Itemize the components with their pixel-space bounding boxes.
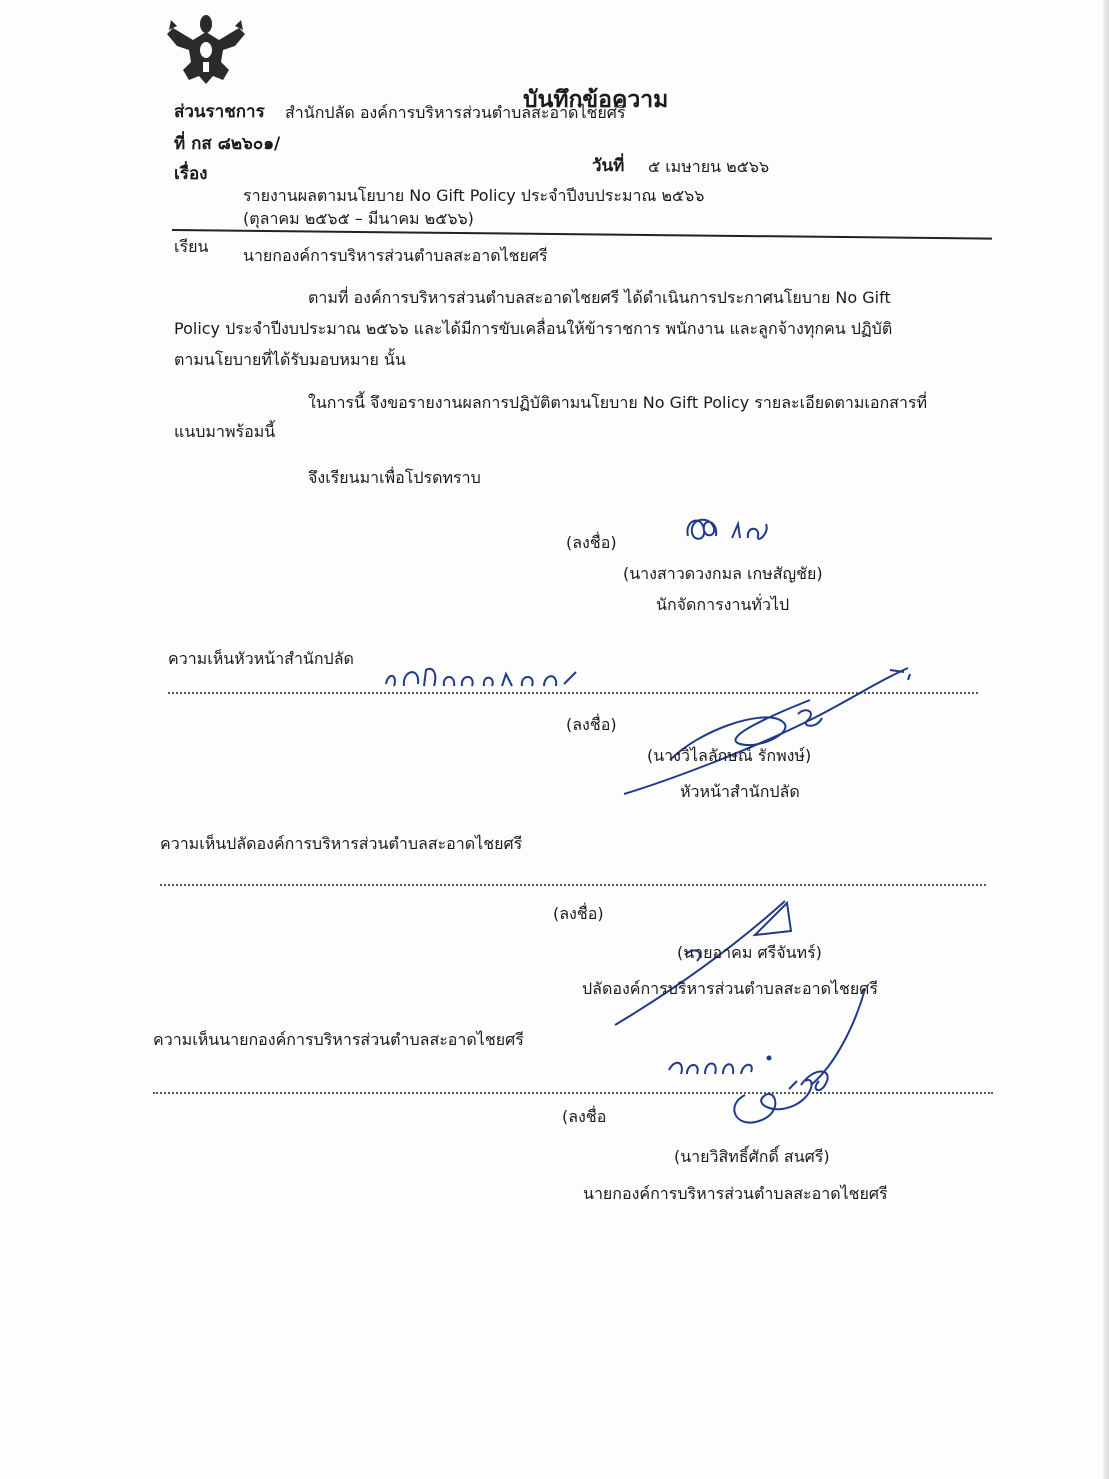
section3-name: (นายอาคม ศรีจันทร์) [677, 943, 822, 962]
section3-sign-label: (ลงชื่อ) [553, 904, 604, 923]
signer1-signature [680, 508, 790, 550]
section2-name: (นางวิไลลักษณ์ รักพงษ์) [647, 746, 812, 765]
signer1-position: นักจัดการงานทั่วไป [656, 595, 790, 614]
section4-signature [715, 985, 875, 1135]
paragraph-2-line-1: ในการนี้ จึงขอรายงานผลการปฏิบัติตามนโยบาย No Gift Policy รายละเอียดตามเอกสารที่ [308, 393, 928, 412]
paragraph-1-line-3: ตามนโยบายที่ได้รับมอบหมาย นั้น [174, 350, 406, 369]
thai-garuda-emblem-icon [163, 10, 249, 88]
section2-position: หัวหน้าสำนักปลัด [680, 782, 800, 801]
signer1-sign-label: (ลงชื่อ) [566, 533, 617, 552]
header-divider [172, 229, 992, 240]
to-value: นายกองค์การบริหารส่วนตำบลสะอาดไชยศรี [243, 246, 548, 265]
section2-signature [610, 660, 920, 800]
paragraph-2-line-2: แนบมาพร้อมนี้ [174, 422, 276, 441]
date-label: วันที่ [592, 156, 625, 176]
section2-sign-label: (ลงชื่อ) [566, 715, 617, 734]
section4-position: นายกองค์การบริหารส่วนตำบลสะอาดไชยศรี [583, 1184, 888, 1203]
page-edge [1103, 0, 1109, 1479]
to-label: เรียน [174, 237, 209, 256]
subject-line-1: รายงานผลตามนโยบาย No Gift Policy ประจำปีงบประมาณ ๒๕๖๖ [243, 186, 705, 205]
subject-line-2: (ตุลาคม ๒๕๖๕ – มีนาคม ๒๕๖๖) [243, 209, 474, 228]
section4-sign-label: (ลงชื่อ [562, 1107, 607, 1126]
section4-name: (นายวิสิทธิ์ศักดิ์ สนศรี) [674, 1147, 830, 1166]
reference-number: ที่ กส ๘๒๖๐๑/ [174, 134, 281, 154]
section3-comment-line [160, 884, 986, 886]
paragraph-1-line-1: ตามที่ องค์การบริหารส่วนตำบลสะอาดไชยศรี ได้ดำเนินการประกาศนโยบาย No Gift [308, 288, 891, 307]
section3-heading: ความเห็นปลัดองค์การบริหารส่วนตำบลสะอาดไชยศรี [160, 834, 523, 853]
memo-title: บันทึกข้อความ [523, 87, 669, 113]
agency-label: ส่วนราชการ [174, 102, 265, 122]
section2-heading: ความเห็นหัวหน้าสำนักปลัด [168, 649, 354, 668]
section3-position: ปลัดองค์การบริหารส่วนตำบลสะอาดไชยศรี [582, 979, 879, 998]
paragraph-1-line-2: Policy ประจำปีงบประมาณ ๒๕๖๖ และได้มีการขับเคลื่อนให้ข้าราชการ พนักงาน และลูกจ้างทุกคน ปฏิบัติ [174, 319, 893, 338]
section2-handwritten-comment [380, 660, 590, 694]
date-value: ๕ เมษายน ๒๕๖๖ [648, 157, 770, 176]
agency-value: สำนักปลัด องค์การบริหารส่วนตำบลสะอาดไชยศรี [285, 103, 626, 122]
closing-text: จึงเรียนมาเพื่อโปรดทราบ [308, 468, 481, 487]
section4-heading: ความเห็นนายกองค์การบริหารส่วนตำบลสะอาดไชยศรี [153, 1030, 524, 1049]
signer1-name: (นางสาวดวงกมล เกษสัญชัย) [623, 564, 823, 583]
subject-label: เรื่อง [174, 164, 208, 184]
